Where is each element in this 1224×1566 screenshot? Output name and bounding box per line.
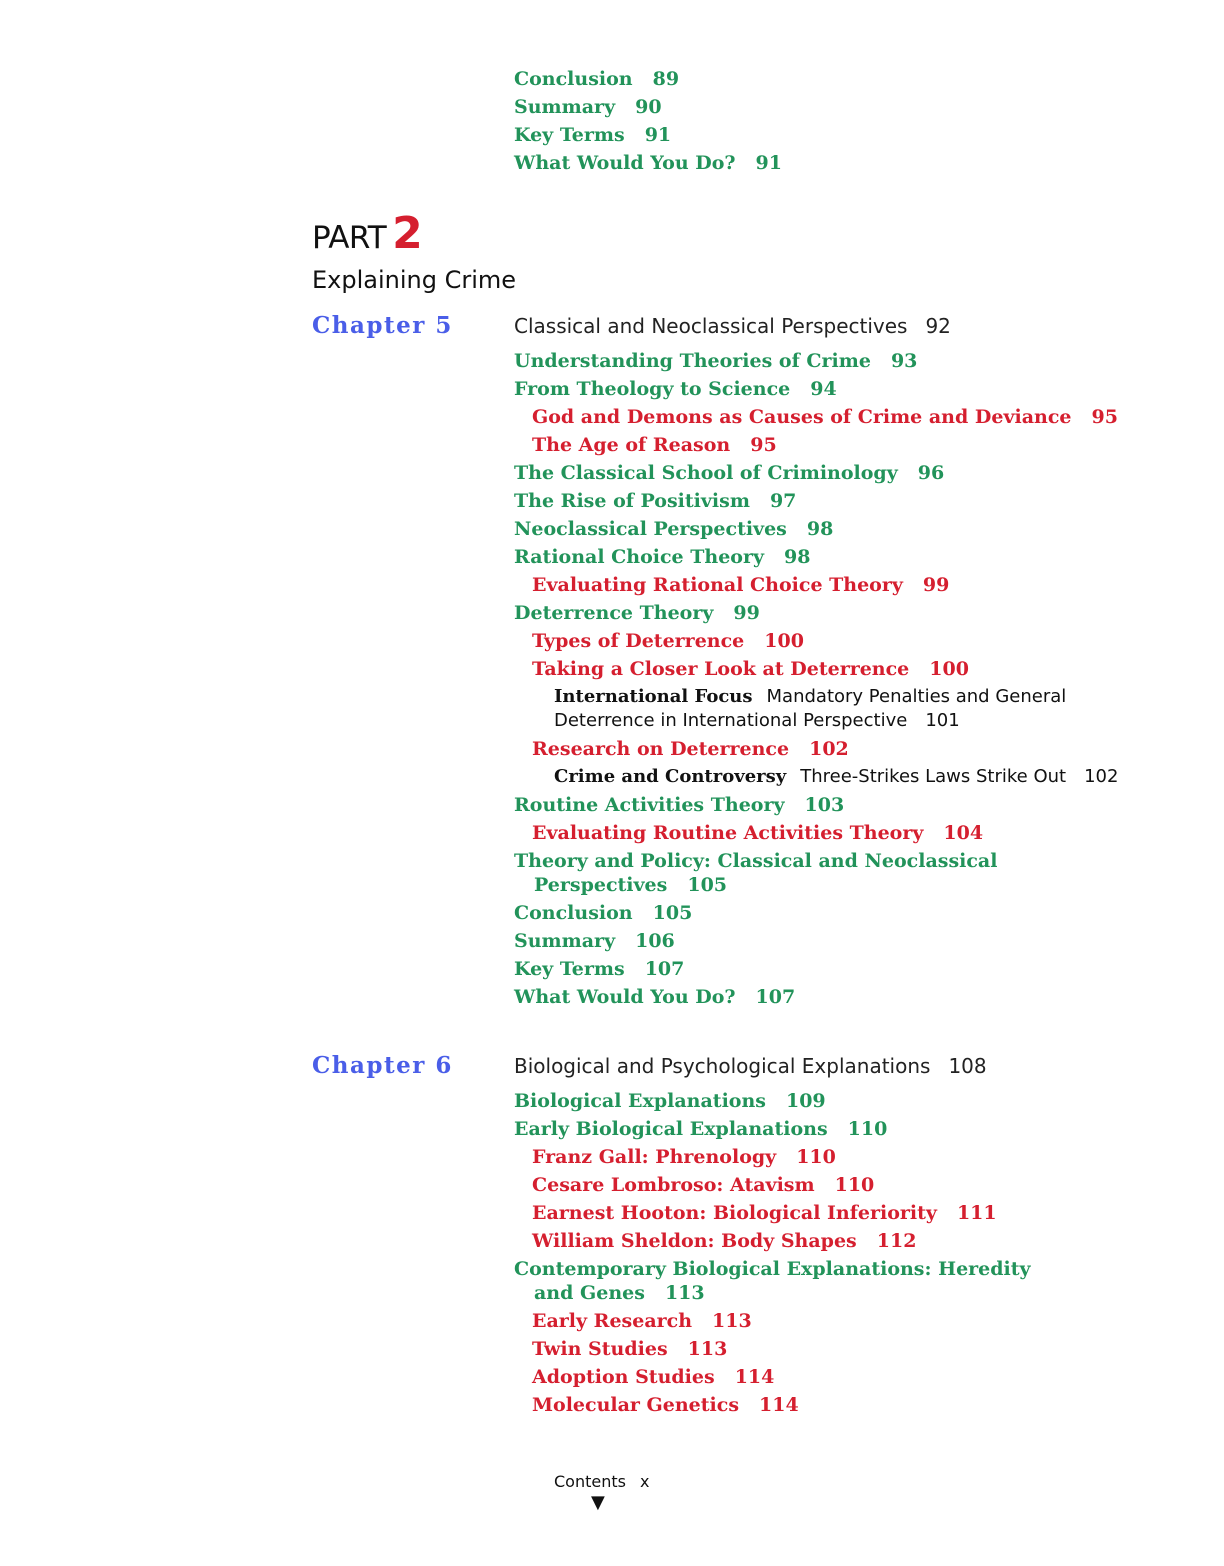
entry-page: 103 [804,794,845,816]
feature-type: International Focus [554,686,753,707]
entry-page: 91 [755,152,782,174]
entry-label: What Would You Do? [514,986,736,1008]
entry-page: 114 [759,1394,799,1416]
toc-entry[interactable] [514,349,917,373]
entry-label: Evaluating Rational Choice Theory [532,574,903,596]
part-title: Explaining Crime [312,266,517,294]
entry-label: Early Research [532,1310,693,1332]
entry-page: 96 [917,462,945,484]
part-heading [312,208,423,259]
toc-entry[interactable] [514,957,684,981]
toc-entry[interactable] [514,517,833,541]
entry-page: 95 [1091,406,1118,428]
entry-label: Contemporary Biological Explanations: Heredity [514,1258,1031,1280]
entry-label: Key Terms [514,124,625,146]
entry-label: Earnest Hooton: Biological Inferiority [532,1202,937,1224]
toc-entry[interactable] [514,849,997,897]
toc-subentry[interactable] [532,573,949,597]
toc-entry[interactable] [514,545,810,569]
entry-page: 98 [806,518,834,540]
entry-label: Neoclassical Perspectives [514,518,787,540]
entry-label: Biological Explanations [514,1090,766,1112]
chapter-5-title-row[interactable] [514,314,951,338]
feature-title-line2: Deterrence in International Perspective [554,710,908,731]
toc-subentry[interactable] [532,1173,874,1197]
toc-entry[interactable] [514,377,837,401]
entry-page: 113 [687,1338,728,1360]
entry-label: Theory and Policy: Classical and Neoclassical [514,850,998,872]
footer-label: Contents [554,1472,626,1491]
chapter-5-label[interactable]: Chapter 5 [312,312,453,339]
entry-page: 95 [750,434,777,456]
chapter-title: Classical and Neoclassical Perspectives [514,314,908,338]
toc-entry[interactable] [514,929,675,953]
entry-page: 100 [929,658,969,680]
feature-page: 102 [1084,766,1119,787]
entry-label-cont: Perspectives [534,874,668,896]
entry-page: 107 [644,958,685,980]
entry-page: 99 [922,574,950,596]
toc-subentry[interactable] [532,737,849,761]
toc-entry[interactable] [514,601,760,625]
feature-line-2 [554,709,1066,733]
entry-label: Early Biological Explanations [514,1118,828,1140]
entry-page: 105 [652,902,693,924]
feature-title: Three-Strikes Laws Strike Out [800,766,1067,787]
entry-label: Understanding Theories of Crime [514,350,871,372]
entry-label: Deterrence Theory [514,602,714,624]
entry-page: 109 [785,1090,826,1112]
entry-label-continued [514,1281,1031,1305]
entry-label: Adoption Studies [532,1366,715,1388]
page-footer [554,1472,649,1491]
entry-page: 111 [956,1202,997,1224]
toc-entry[interactable] [514,123,671,147]
entry-label: Conclusion [514,68,633,90]
entry-page: 97 [769,490,797,512]
entry-label-continued [514,873,997,897]
down-arrow-icon: ▼ [591,1492,605,1513]
entry-page: 105 [687,874,728,896]
entry-page: 90 [635,96,662,118]
entry-label: Research on Deterrence [532,738,790,760]
toc-subentry[interactable] [532,1309,752,1333]
toc-subentry[interactable] [532,1365,774,1389]
entry-page: 93 [890,350,918,372]
chapter-title: Biological and Psychological Explanations [514,1054,931,1078]
entry-label: Cesare Lombroso: Atavism [532,1174,815,1196]
entry-page: 99 [733,602,760,624]
entry-label: The Rise of Positivism [514,490,750,512]
entry-page: 113 [664,1282,705,1304]
feature-type: Crime and Controversy [554,766,787,787]
entry-page: 94 [810,378,837,400]
entry-page: 110 [796,1146,836,1168]
part-word: PART [312,220,387,256]
feature-international-focus[interactable] [554,685,1066,733]
entry-page: 100 [764,630,804,652]
toc-entry[interactable] [514,95,662,119]
toc-subentry[interactable] [532,629,804,653]
entry-page: 106 [635,930,675,952]
toc-subentry[interactable] [532,1393,799,1417]
entry-page: 112 [876,1230,917,1252]
toc-subentry[interactable] [532,657,969,681]
entry-label: Franz Gall: Phrenology [532,1146,777,1168]
entry-page: 107 [755,986,796,1008]
toc-subentry[interactable] [532,1145,836,1169]
entry-label: The Classical School of Criminology [514,462,898,484]
toc-subentry[interactable] [532,1337,727,1361]
feature-crime-and-controversy[interactable] [554,765,1118,789]
toc-subentry[interactable] [532,1229,916,1253]
entry-label: Routine Activities Theory [514,794,785,816]
chapter-6-title-row[interactable] [514,1054,987,1078]
feature-title-line1: Mandatory Penalties and General [766,686,1067,707]
entry-label: The Age of Reason [532,434,731,456]
entry-label: Key Terms [514,958,625,980]
footer-page-number: x [639,1472,650,1491]
entry-label: Rational Choice Theory [514,546,765,568]
chapter-6-label[interactable]: Chapter 6 [312,1052,453,1079]
entry-label: God and Demons as Causes of Crime and Deviance [532,406,1072,428]
toc-entry[interactable] [514,793,844,817]
toc-entry[interactable] [514,1089,826,1113]
entry-label: What Would You Do? [514,152,736,174]
chapter-page: 92 [925,314,951,338]
entry-page: 98 [784,546,811,568]
entry-label: William Sheldon: Body Shapes [532,1230,857,1252]
entry-page: 113 [712,1310,752,1332]
toc-entry[interactable] [514,1117,887,1141]
entry-page: 91 [644,124,672,146]
entry-label: Summary [514,930,616,952]
entry-label: Types of Deterrence [532,630,745,652]
feature-line-1 [554,685,1066,709]
entry-label: From Theology to Science [514,378,791,400]
toc-subentry[interactable] [532,821,983,845]
toc-entry[interactable] [514,67,679,91]
entry-page: 110 [847,1118,888,1140]
entry-label: Conclusion [514,902,633,924]
entry-label: Twin Studies [532,1338,668,1360]
feature-page: 101 [925,710,960,731]
entry-page: 114 [734,1366,775,1388]
toc-entry[interactable] [514,151,782,175]
toc-entry[interactable] [514,985,795,1009]
toc-subentry[interactable] [532,1201,997,1225]
toc-entry[interactable] [514,901,692,925]
entry-label: Evaluating Routine Activities Theory [532,822,924,844]
toc-entry[interactable] [514,489,796,513]
entry-page: 89 [652,68,680,90]
toc-entry[interactable] [514,461,944,485]
toc-entry[interactable] [514,1257,1031,1305]
toc-subentry[interactable] [532,433,777,457]
entry-label: Summary [514,96,616,118]
entry-label: Molecular Genetics [532,1394,740,1416]
chapter-page: 108 [948,1054,987,1078]
part-number: 2 [392,208,423,259]
entry-page: 110 [834,1174,875,1196]
entry-label-cont: and Genes [534,1282,645,1304]
entry-page: 104 [943,822,984,844]
toc-subentry[interactable] [532,405,1118,429]
entry-page: 102 [809,738,849,760]
entry-label: Taking a Closer Look at Deterrence [532,658,910,680]
